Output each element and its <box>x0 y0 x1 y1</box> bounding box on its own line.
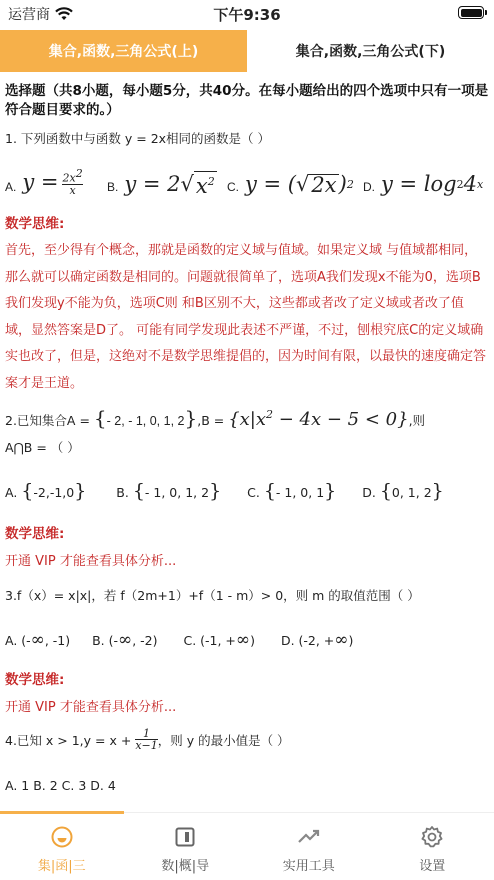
q3-options <box>5 630 353 650</box>
tabbar-item-numbers[interactable] <box>124 813 248 880</box>
q1-stem: 1. 下列函数中与函数 y = 2x相同的函数是（ ） <box>5 131 271 146</box>
q2-set-a: {- 2, - 1, 0, 1, 2} <box>93 406 198 430</box>
q1-analysis-text: 首先，至少得有个概念，那就是函数的定义域与值域。如果定义域 与值域都相同，那么就可以确定函数是相同的。问题就很简单了，选项A我们发现x不能为0，选项B我们发现y不能为负，选项C则 和B区别不大，这些都或者改了定义域或者改了值域，显然答案是D了。 可能有同学发现此表述不严谨，不过，刨根究底C的定义域确实也改了，但是，这绝对不是数学思维提倡的，因为时间有限，以最快的速度确定答案才是王道。 <box>5 243 487 391</box>
option-value: - 1, 0, 1, 2 <box>144 485 210 500</box>
wifi-icon <box>55 7 73 21</box>
tabbar-label: 实用工具 <box>282 859 335 874</box>
option-letter: D. <box>362 485 376 500</box>
q4-options[interactable]: A. 1 B. 2 C. 3 D. 4 <box>5 778 116 793</box>
option-letter: C. <box>227 180 239 194</box>
tabbar-item-sets[interactable] <box>0 813 124 880</box>
q2-vip-link[interactable]: 开通 VIP 才能查看具体分析... <box>5 554 177 569</box>
q1-analysis-heading: 数学思维: <box>5 216 65 232</box>
status-bar <box>0 0 494 28</box>
infinity-symbol: ∞ <box>235 630 251 650</box>
q2-set-b: $\{x|x^2 - 4x - 5 < 0\}$ <box>228 408 409 430</box>
q3-option-d[interactable]: D. (-2, +∞) <box>280 630 354 650</box>
q1-option-d[interactable] <box>363 172 483 196</box>
q2-option-c[interactable]: C. {- 1, 0, 1} <box>247 480 337 502</box>
carrier <box>8 4 73 24</box>
clock: 下午9:36 <box>213 6 281 24</box>
q3-option-c[interactable]: C. (-1, +∞) <box>183 630 255 650</box>
gear-icon <box>420 825 444 849</box>
q2-option-d[interactable]: D. {0, 1, 2} <box>362 480 444 502</box>
formula-d: y = log 2 4 x <box>381 172 484 196</box>
formula-b: y = 2 √ $x^2$ <box>124 171 215 198</box>
q2-option-a[interactable]: A. {-2,-1,0} <box>5 480 87 502</box>
q4-prefix: 4.已知 x > 1,y = x + <box>5 732 132 748</box>
tabbar-label: 设置 <box>419 859 446 874</box>
option-letter: A. <box>5 485 18 500</box>
chapter-tabs <box>0 30 494 72</box>
q1-option-a[interactable] <box>5 168 83 196</box>
battery-level <box>461 9 482 17</box>
q4-suffix: ，则 y 的最小值是（ ） <box>157 732 290 748</box>
tabbar-label: 集|函|三 <box>37 859 86 874</box>
option-letter: C. <box>247 485 260 500</box>
option-letter: A. <box>5 180 17 194</box>
tabbar-item-settings[interactable] <box>371 813 494 880</box>
option-letter: B. <box>116 485 129 500</box>
option-value: - 1, 0, 1 <box>275 485 325 500</box>
q2-suffix: ,则 <box>408 413 426 428</box>
q2-set-a-values: - 2, - 1, 0, 1, 2 <box>106 414 185 428</box>
q4-fraction: $\frac{1}{x-1}$ <box>135 727 158 752</box>
section-intro: 选择题（共8小题，每小题5分，共40分。在每小题给出的四个选项中只有一项是符合题目要求的。） <box>5 83 489 118</box>
q2-mid: ,B = <box>197 413 225 428</box>
questions <box>0 80 494 810</box>
face-icon <box>50 825 74 849</box>
tab-part-1[interactable]: 集合,函数,三角公式(上) <box>0 30 247 72</box>
tabbar-label: 数|概|导 <box>161 859 210 874</box>
infinity-symbol: ∞ <box>30 630 45 650</box>
formula-c: y = ( √ 2x ) 2 <box>245 172 354 197</box>
q2-analysis-heading: 数学思维: <box>5 526 65 542</box>
formula-a: y = $\frac{2x^2}{x}$ <box>22 167 83 197</box>
book-icon <box>173 825 197 849</box>
battery-icon <box>458 6 484 19</box>
q3-option-a[interactable]: A. (-∞, -1) <box>5 630 71 650</box>
q2-option-b[interactable]: B. {- 1, 0, 1, 2} <box>116 480 222 502</box>
infinity-symbol: ∞ <box>334 630 349 650</box>
q2-line2: A⋂B = （ ） <box>5 440 80 455</box>
q3-analysis-heading: 数学思维: <box>5 672 65 688</box>
q3-option-b[interactable]: B. (-∞, -2) <box>92 630 158 650</box>
q2-stem <box>5 406 425 430</box>
q3-vip-link[interactable]: 开通 VIP 才能查看具体分析... <box>5 700 177 715</box>
option-value: -2,-1,0 <box>33 485 75 500</box>
q4-stem <box>5 728 290 751</box>
q1-option-b[interactable] <box>107 171 217 196</box>
option-letter: D. <box>363 180 375 194</box>
option-value: 0, 1, 2 <box>391 485 432 500</box>
infinity-symbol: ∞ <box>118 630 133 650</box>
q2-options <box>5 480 444 502</box>
option-letter: B. <box>107 180 119 194</box>
q3-stem: 3.f（x）= x|x|，若 f（2m+1）+f（1 - m）> 0，则 m 的取值范围（ ） <box>5 588 420 603</box>
q2-prefix: 2.已知集合A = <box>5 413 90 428</box>
tabbar-item-tools[interactable] <box>247 813 371 880</box>
tab-part-2[interactable]: 集合,函数,三角公式(下) <box>295 44 446 60</box>
active-tab-indicator <box>0 811 124 814</box>
carrier-label: 运营商 <box>8 7 50 23</box>
q1-options <box>5 160 489 200</box>
trend-icon <box>297 825 321 849</box>
bottom-tab-bar <box>0 812 494 880</box>
q1-option-c[interactable] <box>227 172 354 196</box>
